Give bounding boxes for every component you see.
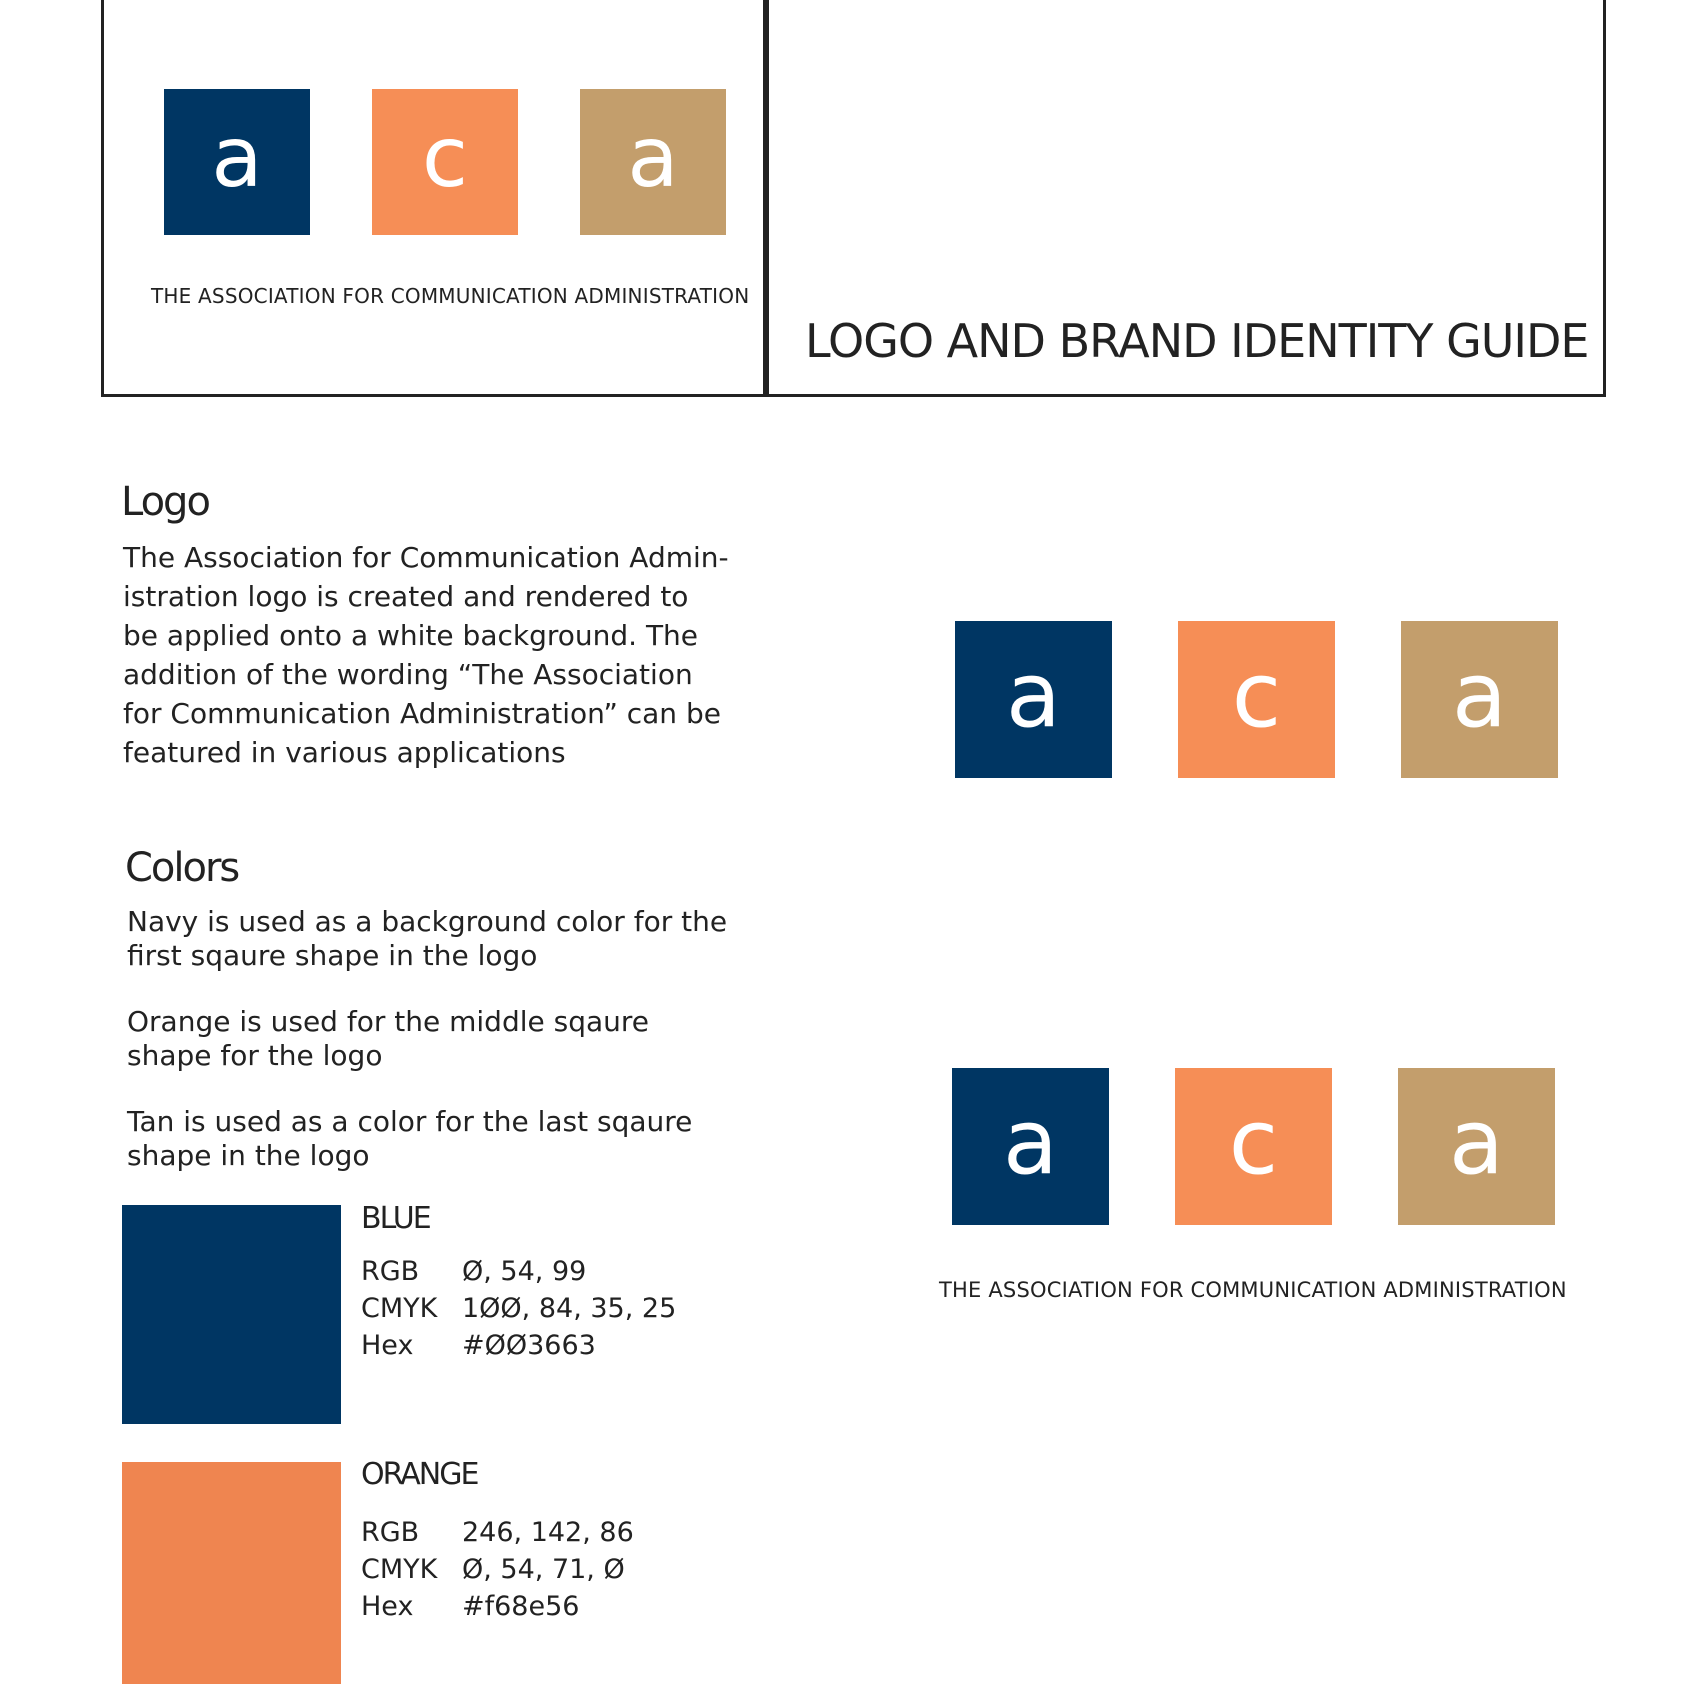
swatch-orange-title: ORANGE xyxy=(361,1457,478,1492)
colors-heading: Colors xyxy=(125,845,239,891)
text-line: Navy is used as a background color for the xyxy=(127,905,728,938)
spec-label: Hex xyxy=(361,1591,414,1622)
logo-tagline: THE ASSOCIATION FOR COMMUNICATION ADMINISTRATION xyxy=(151,284,750,308)
logo-description xyxy=(123,538,729,772)
text-line: Orange is used for the middle sqaure xyxy=(127,1005,650,1038)
spec-value: #ØØ3663 xyxy=(462,1330,596,1361)
logo-letter: a xyxy=(211,108,263,206)
swatch-orange-labels xyxy=(361,1514,437,1625)
text-line: addition of the wording “The Association xyxy=(123,658,693,691)
logo-letter: a xyxy=(1002,1089,1059,1195)
color-paragraph-navy xyxy=(127,905,727,973)
swatch-blue-values xyxy=(462,1253,676,1364)
page-title: LOGO AND BRAND IDENTITY GUIDE xyxy=(805,314,1589,368)
logo-square-navy xyxy=(164,89,310,235)
logo-square-orange xyxy=(372,89,518,235)
logo-heading: Logo xyxy=(121,479,209,525)
logo-letter: a xyxy=(627,108,679,206)
logo-letter: a xyxy=(1005,642,1062,748)
logo-letter: c xyxy=(421,108,469,206)
header-divider xyxy=(763,0,769,397)
logo-letter: c xyxy=(1228,1089,1279,1195)
spec-value: Ø, 54, 99 xyxy=(462,1256,587,1287)
spec-label: RGB xyxy=(361,1256,420,1287)
text-line: istration logo is created and rendered to xyxy=(123,580,689,613)
spec-label: Hex xyxy=(361,1330,414,1361)
spec-label: RGB xyxy=(361,1517,420,1548)
spec-value: 246, 142, 86 xyxy=(462,1517,634,1548)
text-line: first sqaure shape in the logo xyxy=(127,939,538,972)
logo-square-tan xyxy=(1401,621,1558,778)
text-line: be applied onto a white background. The xyxy=(123,619,699,652)
logo-square-orange xyxy=(1175,1068,1332,1225)
logo-square-tan xyxy=(1398,1068,1555,1225)
logo-square-navy xyxy=(955,621,1112,778)
text-line: shape for the logo xyxy=(127,1039,383,1072)
swatch-orange xyxy=(122,1462,341,1684)
swatch-orange-values xyxy=(462,1514,634,1625)
spec-label: CMYK xyxy=(361,1554,438,1585)
color-paragraph-tan xyxy=(127,1105,692,1173)
logo-square-navy xyxy=(952,1068,1109,1225)
swatch-blue xyxy=(122,1205,341,1424)
spec-label: CMYK xyxy=(361,1293,438,1324)
spec-value: #f68e56 xyxy=(462,1591,580,1622)
logo-square-tan xyxy=(580,89,726,235)
swatch-blue-labels xyxy=(361,1253,437,1364)
spec-value: 1ØØ, 84, 35, 25 xyxy=(462,1293,677,1324)
text-line: for Communication Administration” can be xyxy=(123,697,721,730)
text-line: The Association for Communication Admin- xyxy=(123,541,729,574)
text-line: shape in the logo xyxy=(127,1139,370,1172)
logo-square-orange xyxy=(1178,621,1335,778)
logo-tagline: THE ASSOCIATION FOR COMMUNICATION ADMINISTRATION xyxy=(939,1278,1567,1302)
logo-letter: a xyxy=(1451,642,1508,748)
spec-value: Ø, 54, 71, Ø xyxy=(462,1554,625,1585)
swatch-blue-title: BLUE xyxy=(361,1201,430,1236)
text-line: featured in various applications xyxy=(123,736,566,769)
logo-letter: a xyxy=(1448,1089,1505,1195)
text-line: Tan is used as a color for the last sqaure xyxy=(127,1105,693,1138)
color-paragraph-orange xyxy=(127,1005,649,1073)
logo-letter: c xyxy=(1231,642,1282,748)
